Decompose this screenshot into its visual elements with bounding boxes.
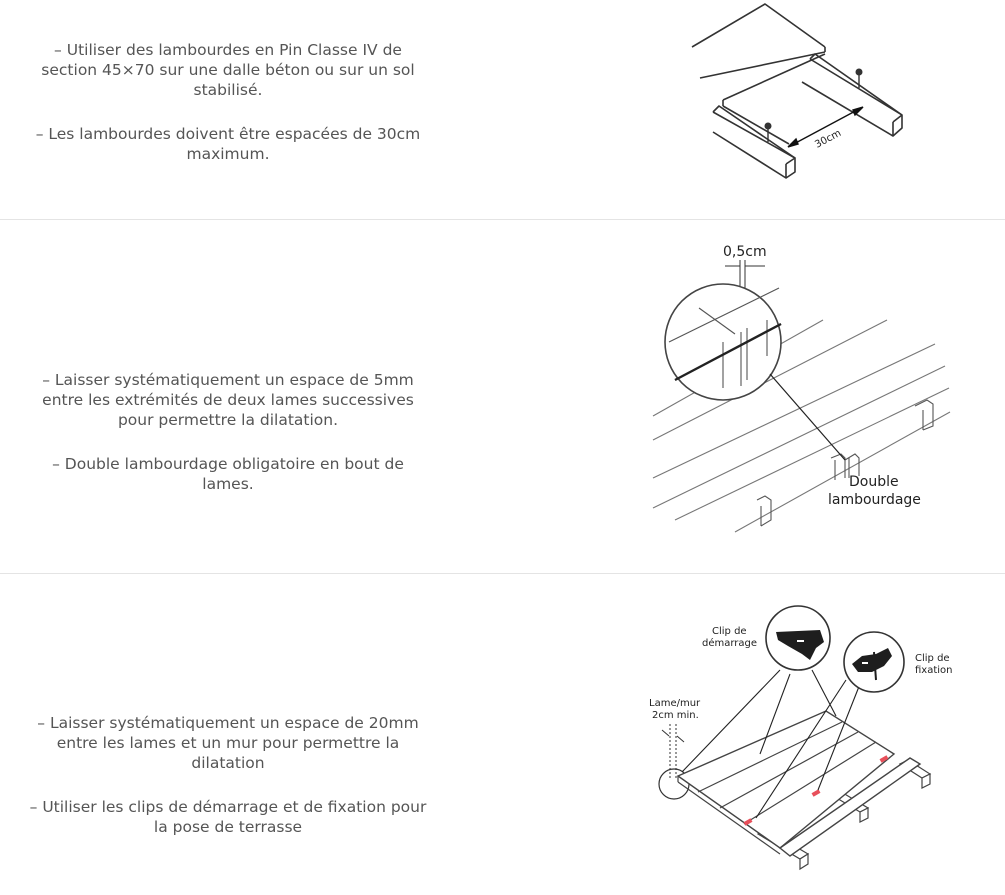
double-joist-label-2: lambourdage — [828, 492, 921, 508]
start-clip-label-1: Clip de — [712, 626, 747, 637]
instruction-joist-spacing: – Les lambourdes doivent être espacées de 30cm maximum. — [35, 125, 421, 163]
instructions-expansion — [28, 370, 428, 494]
instructions-joists — [28, 40, 428, 164]
section-clips — [0, 574, 1005, 895]
instruction-wall-gap: – Laisser systématiquement un espace de 20mm entre les lames et un mur pour permettre la dilatation — [37, 714, 419, 772]
clips-diagram — [640, 594, 960, 874]
instruction-end-gap: – Laisser systématiquement un espace de 5mm entre les extrémités de deux lames successives pour permettre la dilatation. — [42, 371, 414, 429]
fix-clip-label-1: Clip de — [915, 653, 950, 664]
section-expansion-gap — [0, 220, 1005, 573]
double-joist-label-1: Double — [849, 474, 899, 490]
start-clip-label-2: démarrage — [702, 638, 758, 649]
instructions-clips — [28, 713, 428, 837]
joist-spacing-diagram — [685, 2, 915, 192]
section-joist-spacing — [0, 0, 1005, 219]
wall-gap-label-1: Lame/mur — [649, 698, 701, 709]
expansion-gap-diagram — [645, 238, 955, 538]
instruction-double-joist: – Double lambourdage obligatoire en bout de lames. — [52, 455, 404, 493]
spacing-label: 30cm — [813, 127, 844, 151]
fix-clip-label-2: fixation — [915, 665, 953, 676]
wall-gap-label-2: 2cm min. — [652, 710, 699, 721]
instruction-clips: – Utiliser les clips de démarrage et de fixation pour la pose de terrasse — [29, 798, 427, 836]
gap-label: 0,5cm — [723, 244, 767, 260]
instruction-joist-material: – Utiliser des lambourdes en Pin Classe IV de section 45×70 sur une dalle béton ou sur un sol stabilisé. — [41, 41, 415, 99]
